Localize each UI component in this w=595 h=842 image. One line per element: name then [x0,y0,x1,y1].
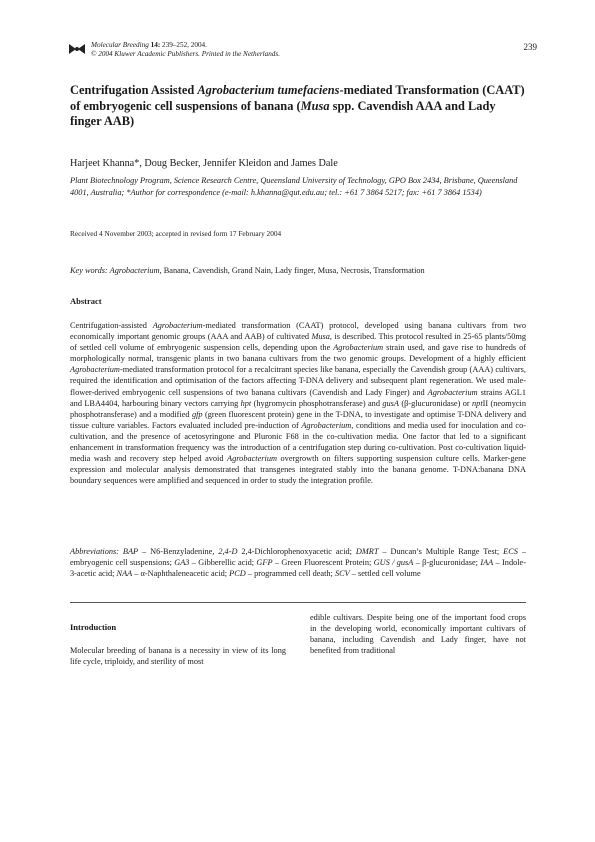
journal-info [91,41,391,59]
received-dates: Received 4 November 2003; accepted in revised form 17 February 2004 [70,229,282,238]
section-divider [70,602,526,603]
introduction-column-right: edible cultivars. Despite being one of the important food crops in the developing world, economically important cultivars of banana, including Cavendish and Lady finger, have not benefited from traditional [310,613,526,656]
introduction-heading: Introduction [70,622,117,632]
abstract-text: Centrifugation-assisted Agrobacterium-mediated transformation (CAAT) protocol, developed using banana cultivars from two economically important genomic groups (AAA and AAB) of cultivated Musa, is described. This protocol resulted in 25-65 plants/50mg of settled cell volume of embryogenic suspension cells, depending upon the Agrobacterium strain used, and gave rise to hundreds of morphologically normal, transgenic plants in two banana cultivars from the two genomic groups. Development of a highly efficient Agrobacterium-mediated transformation protocol for a recalcitrant species like banana, especially the Cavendish group (AAA) cultivars, required the identification and optimisation of the factors affecting T-DNA delivery and subsequent plant regeneration. We used male-flower-derived embryogenic cell suspensions of two banana cultivars (Cavendish and Lady Finger) and Agrobacterium strains AGL1 and LBA4404, harbouring binary vectors carrying hpt (hygromycin phosphotransferase) and gusA (β-glucuronidase) or nptII (neomycin phosphotransferase) and a modified gfp (green fluorescent protein) gene in the T-DNA, to investigate and optimise T-DNA delivery and tissue culture variables. Factors evaluated included pre-induction of Agrobacterium, conditions and media used for inoculation and co-cultivation, and the presence of acetosyringone and Pluronic F68 in the co-cultivation media. One factor that led to a significant enhancement in transformation frequency was the introduction of a centrifugation step during co-cultivation. Post co-cultivation liquid-media wash and recovery step helped avoid Agrobacterium overgrowth on filters supporting suspension culture cells. Marker-gene expression and molecular analysis demonstrated that transgenes integrated stably into the banana genome. T-DNA:banana DNA boundary sequences were amplified and sequenced in order to study the integration profile. [70,321,527,486]
abbreviations: Abbreviations: BAP – N6-Benzyladenine, 2,4-D 2,4-Dichlorophenoxyacetic acid; DMRT – Duncan’s Multiple Range Test; ECS – embryogenic cell suspensions; GA3 – Gibberellic acid; GFP – Green Fluorescent Protein; GUS / gusA – β-glucuronidase; IAA – Indole-3-acetic acid; NAA – α-Naphthaleneacetic acid; PCD – programmed cell death; SCV – settled cell volume [70,547,526,579]
keywords: Key words: Agrobacterium, Banana, Cavendish, Grand Nain, Lady finger, Musa, Necrosis, Transformation [70,266,425,275]
affiliation: Plant Biotechnology Program, Science Research Centre, Queensland University of Technology, GPO Box 2434, Brisbane, Queensland 4001, Australia; *Author for correspondence (e-mail: h.khanna@qut.edu.au; tel.: +61 7 3864 5217; fax: +61 7 3864 1534) [70,176,518,197]
publisher-logo [68,42,86,56]
introduction-column-left: Molecular breeding of banana is a necessity in view of its long life cycle, triploidy, and sterility of most [70,646,286,667]
page-number: 239 [523,42,537,52]
author-list: Harjeet Khanna*, Doug Becker, Jennifer Kleidon and James Dale [70,158,338,169]
journal-volume: 14: [150,41,161,49]
paper-title: Centrifugation Assisted Agrobacterium tumefaciens-mediated Transformation (CAAT) of embryogenic cell suspensions of banana (Musa spp. Cavendish AAA and Lady finger AAB) [70,83,525,129]
journal-line1-prefix: Molecular Breeding [91,41,151,49]
journal-line1-suffix: 239–252, 2004. [160,41,207,49]
abstract-heading: Abstract [70,296,102,306]
journal-line2: © 2004 Kluwer Academic Publishers. Printed in the Netherlands. [91,50,280,59]
